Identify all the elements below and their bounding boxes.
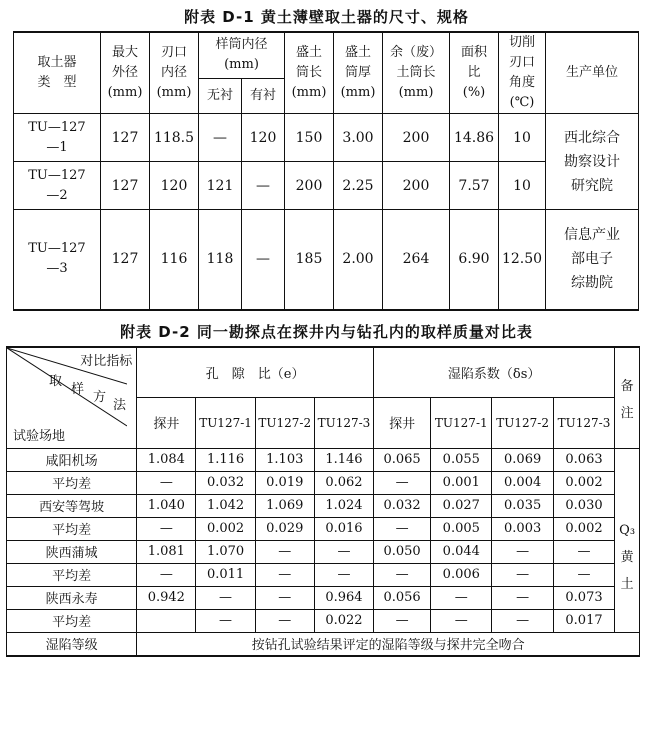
type-line: —3 — [46, 261, 68, 277]
corner-label-top: 对比指标 — [80, 353, 133, 369]
maker-cell — [546, 210, 639, 310]
value-cell: 0.056 — [374, 586, 431, 609]
col-header-sample-id — [199, 32, 285, 78]
value-cell: — — [553, 540, 614, 563]
col-header-liner: 有衬 — [242, 78, 285, 113]
subheader: TU127-2 — [255, 397, 314, 448]
value-cell: — — [255, 586, 314, 609]
value-cell: 0.004 — [492, 471, 553, 494]
site-cell: 西安等驾坡 — [7, 494, 137, 517]
group-header-collapse: 湿陷系数（δs） — [374, 347, 615, 398]
value-cell: 0.069 — [492, 448, 553, 471]
col-header-tube-thk — [334, 32, 383, 114]
header-line: (%) — [462, 85, 486, 100]
col-header-max-od — [101, 32, 150, 114]
value-cell: 1.024 — [314, 494, 373, 517]
value-cell: 0.006 — [431, 563, 492, 586]
maker-line: 综勘院 — [571, 275, 613, 292]
len-cell: 150 — [285, 114, 334, 162]
value-cell: 1.084 — [137, 448, 196, 471]
header-line: 土筒长 — [396, 65, 436, 80]
sampling-quality-table — [6, 346, 640, 658]
col-header-area-ratio — [450, 32, 499, 114]
table-row — [7, 632, 640, 656]
table-row — [7, 540, 640, 563]
corner-label-mid: 取 — [49, 373, 63, 389]
maker-line: 勘察设计 — [564, 153, 620, 170]
table-row — [7, 471, 640, 494]
value-cell: 0.022 — [314, 609, 373, 632]
waste-cell: 264 — [383, 210, 450, 310]
value-cell: 0.030 — [553, 494, 614, 517]
value-cell: 0.044 — [431, 540, 492, 563]
angle-cell: 10 — [499, 114, 546, 162]
value-cell: 0.001 — [431, 471, 492, 494]
waste-cell: 200 — [383, 162, 450, 210]
maker-line: 部电子 — [571, 251, 613, 268]
header-line: 余（废） — [389, 45, 442, 60]
corner-label-mid: 样 — [71, 381, 85, 397]
value-cell: — — [492, 586, 553, 609]
header-line: 取土器 — [37, 55, 77, 70]
value-cell: — — [492, 540, 553, 563]
value-cell: 0.062 — [314, 471, 373, 494]
col-header-edge-id — [150, 32, 199, 114]
liner-cell: 120 — [242, 114, 285, 162]
footer-label: 湿陷等级 — [7, 632, 137, 656]
header-line: 角度 — [508, 75, 535, 90]
type-line: —1 — [46, 139, 68, 155]
col-header-tube-len — [285, 32, 334, 114]
value-cell: 0.017 — [553, 609, 614, 632]
site-cell: 平均差 — [7, 609, 137, 632]
subheader: TU127-1 — [431, 397, 492, 448]
no-liner-cell: 121 — [199, 162, 242, 210]
remark-cell — [615, 448, 640, 632]
site-cell: 陕西蒲城 — [7, 540, 137, 563]
header-line: 面积 — [460, 45, 487, 60]
ratio-cell: 14.86 — [450, 114, 499, 162]
subheader: TU127-3 — [314, 397, 373, 448]
header-line: 盛土 — [295, 45, 322, 60]
value-cell: — — [374, 563, 431, 586]
group-header-void-ratio: 孔 隙 比（e） — [137, 347, 374, 398]
value-cell: 0.003 — [492, 517, 553, 540]
value-cell: 0.050 — [374, 540, 431, 563]
subheader: TU127-3 — [553, 397, 614, 448]
eid-cell: 118.5 — [150, 114, 199, 162]
value-cell: 0.002 — [553, 471, 614, 494]
no-liner-cell: 118 — [199, 210, 242, 310]
table2-body — [7, 448, 640, 632]
subheader: 探井 — [374, 397, 431, 448]
ratio-cell: 6.90 — [450, 210, 499, 310]
type-cell — [14, 210, 101, 310]
value-cell: 0.027 — [431, 494, 492, 517]
value-cell: — — [431, 586, 492, 609]
header-line: 外径 — [111, 65, 138, 80]
corner-label-bottom: 试验场地 — [13, 428, 66, 444]
remark-line: 土 — [620, 576, 634, 592]
remark-line: Q₃ — [619, 522, 636, 538]
liner-cell: — — [242, 210, 285, 310]
value-cell: — — [137, 563, 196, 586]
value-cell: 0.942 — [137, 586, 196, 609]
angle-cell: 10 — [499, 162, 546, 210]
table-row — [14, 114, 639, 162]
value-cell: — — [492, 563, 553, 586]
table2-title: 附表 D-2 同一勘探点在探井内与钻孔内的取样质量对比表 — [120, 322, 533, 341]
value-cell: 1.042 — [196, 494, 255, 517]
thk-cell: 3.00 — [334, 114, 383, 162]
no-liner-cell: — — [199, 114, 242, 162]
value-cell: — — [137, 517, 196, 540]
type-line: TU—127 — [28, 119, 86, 135]
corner-label-mid: 法 — [113, 397, 127, 413]
header-line: 筒长 — [295, 65, 322, 80]
header-line: 最大 — [111, 45, 138, 60]
od-cell: 127 — [101, 210, 150, 310]
value-cell: 0.964 — [314, 586, 373, 609]
ratio-cell: 7.57 — [450, 162, 499, 210]
col-header-waste-len — [383, 32, 450, 114]
eid-cell: 116 — [150, 210, 199, 310]
table-row — [7, 586, 640, 609]
value-cell: 1.103 — [255, 448, 314, 471]
header-line: 样筒内径 — [215, 37, 268, 53]
header-line: 比 — [467, 65, 481, 80]
value-cell: 1.040 — [137, 494, 196, 517]
value-cell: — — [314, 563, 373, 586]
value-cell: 0.065 — [374, 448, 431, 471]
value-cell: — — [255, 563, 314, 586]
value-cell: — — [492, 609, 553, 632]
header-line: (mm) — [156, 85, 192, 100]
type-line: —2 — [46, 187, 68, 203]
thk-cell: 2.25 — [334, 162, 383, 210]
site-cell: 咸阳机场 — [7, 448, 137, 471]
value-cell: — — [553, 563, 614, 586]
header-line: (mm) — [398, 85, 434, 100]
subheader: 探井 — [137, 397, 196, 448]
value-cell: — — [255, 609, 314, 632]
col-header-cut-angle — [499, 32, 546, 114]
thk-cell: 2.00 — [334, 210, 383, 310]
value-cell — [137, 609, 196, 632]
value-cell: — — [374, 517, 431, 540]
remark-header-line: 注 — [620, 405, 634, 421]
type-cell — [14, 114, 101, 162]
table-row — [14, 210, 639, 310]
value-cell: — — [196, 586, 255, 609]
value-cell: 0.073 — [553, 586, 614, 609]
value-cell: — — [374, 609, 431, 632]
header-line: (mm) — [291, 85, 327, 100]
value-cell: — — [196, 609, 255, 632]
value-cell: 0.019 — [255, 471, 314, 494]
header-line: 盛土 — [344, 45, 371, 60]
value-cell: 1.116 — [196, 448, 255, 471]
corner-header — [7, 347, 137, 449]
maker-cell — [546, 114, 639, 210]
value-cell: — — [314, 540, 373, 563]
header-line: 刃口 — [160, 45, 187, 60]
subheader: TU127-2 — [492, 397, 553, 448]
value-cell: 0.002 — [553, 517, 614, 540]
header-line: (mm) — [340, 85, 376, 100]
value-cell: — — [137, 471, 196, 494]
sampler-spec-table — [13, 31, 639, 311]
od-cell: 127 — [101, 114, 150, 162]
footer-text: 按钻孔试验结果评定的湿陷等级与探井完全吻合 — [137, 632, 640, 656]
table-row — [7, 563, 640, 586]
value-cell: 0.029 — [255, 517, 314, 540]
value-cell: 1.070 — [196, 540, 255, 563]
len-cell: 185 — [285, 210, 334, 310]
header-line: (℃) — [509, 95, 535, 110]
value-cell: 0.032 — [374, 494, 431, 517]
maker-line: 信息产业 — [564, 227, 620, 244]
angle-cell: 12.50 — [499, 210, 546, 310]
type-cell — [14, 162, 101, 210]
table1-title: 附表 D-1 黄土薄壁取土器的尺寸、规格 — [184, 8, 469, 26]
value-cell: 0.002 — [196, 517, 255, 540]
remark-header — [615, 347, 640, 449]
header-line: 类 型 — [37, 75, 77, 90]
type-line: TU—127 — [28, 167, 86, 183]
header-line: 筒厚 — [344, 65, 371, 80]
value-cell: — — [255, 540, 314, 563]
table-row — [14, 162, 639, 210]
waste-cell: 200 — [383, 114, 450, 162]
header-line: 切削 — [508, 35, 535, 50]
value-cell: — — [431, 609, 492, 632]
subheader: TU127-1 — [196, 397, 255, 448]
value-cell: 1.081 — [137, 540, 196, 563]
table-row — [7, 609, 640, 632]
header-line: (mm) — [224, 57, 259, 73]
remark-header-line: 备 — [620, 378, 634, 394]
header-line: (mm) — [107, 85, 143, 100]
len-cell: 200 — [285, 162, 334, 210]
value-cell: 1.146 — [314, 448, 373, 471]
value-cell: — — [374, 471, 431, 494]
value-cell: 0.032 — [196, 471, 255, 494]
maker-line: 研究院 — [571, 177, 613, 194]
liner-cell: — — [242, 162, 285, 210]
site-cell: 平均差 — [7, 563, 137, 586]
value-cell: 0.005 — [431, 517, 492, 540]
eid-cell: 120 — [150, 162, 199, 210]
col-header-no-liner: 无衬 — [199, 78, 242, 113]
table-row — [7, 448, 640, 471]
value-cell: 0.011 — [196, 563, 255, 586]
value-cell: 0.063 — [553, 448, 614, 471]
remark-line: 黄 — [620, 549, 634, 565]
col-header-maker: 生产单位 — [546, 32, 639, 114]
value-cell: 0.055 — [431, 448, 492, 471]
corner-label-mid: 方 — [93, 389, 107, 405]
od-cell: 127 — [101, 162, 150, 210]
site-cell: 平均差 — [7, 517, 137, 540]
site-cell: 陕西永寿 — [7, 586, 137, 609]
col-header-type — [14, 32, 101, 114]
table-row — [7, 494, 640, 517]
site-cell: 平均差 — [7, 471, 137, 494]
maker-line: 西北综合 — [564, 129, 620, 146]
value-cell: 1.069 — [255, 494, 314, 517]
type-line: TU—127 — [28, 241, 86, 257]
value-cell: 0.016 — [314, 517, 373, 540]
header-line: 刃口 — [508, 55, 535, 70]
table-row — [7, 517, 640, 540]
header-line: 内径 — [160, 65, 187, 80]
value-cell: 0.035 — [492, 494, 553, 517]
